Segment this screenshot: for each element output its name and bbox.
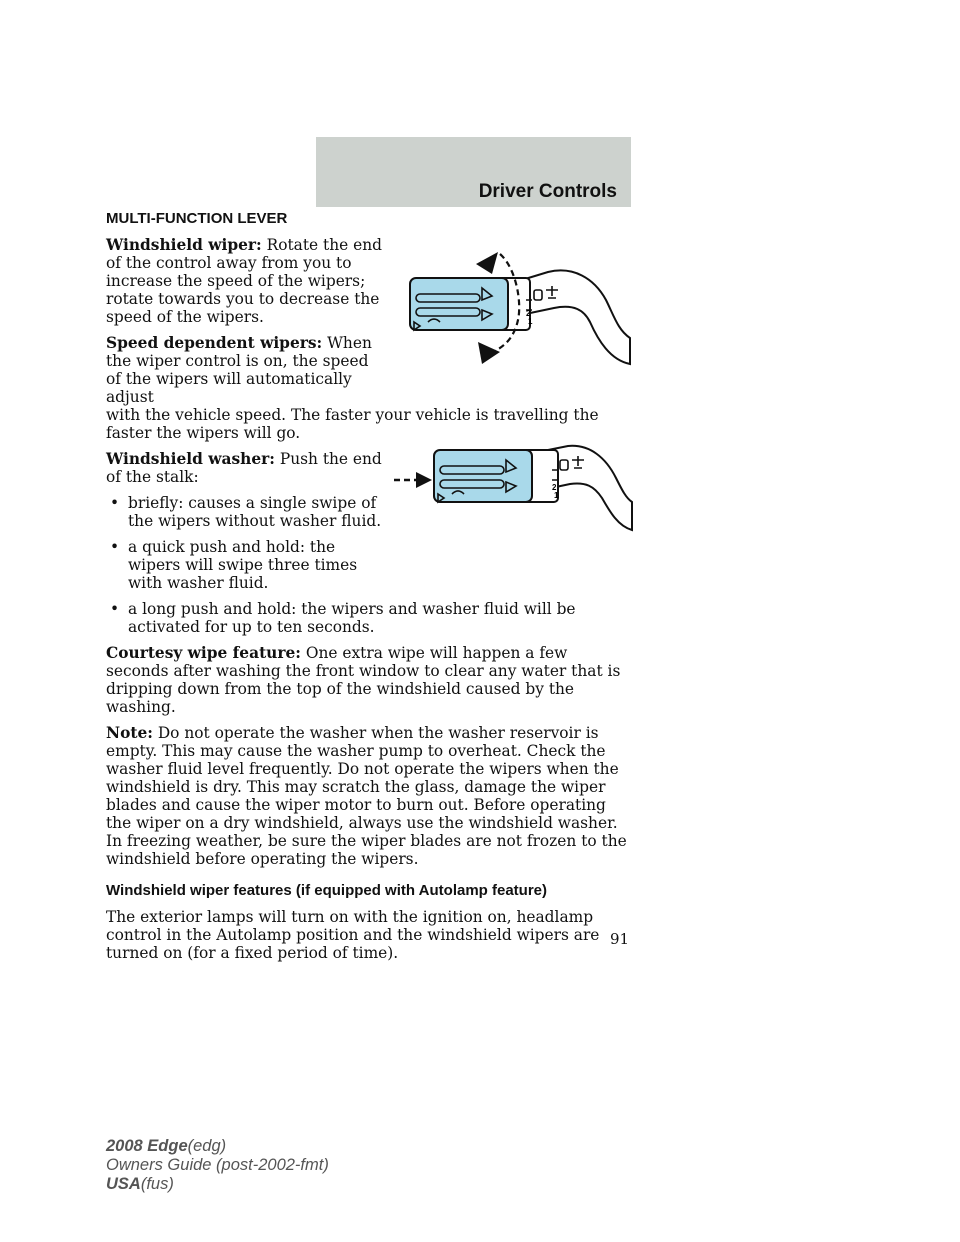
main-content [106,210,634,970]
speed-label: Speed dependent wipers: [106,334,323,352]
page-title: Driver Controls [478,181,617,202]
bullet-text: a long push and hold: the wipers and washer fluid will be activated for up to ten seconds. [128,600,576,636]
footer-line-2: Owners Guide (post-2002-fmt) [106,1156,329,1174]
bullet-dot: • [110,600,120,618]
wiper-text: Rotate the end of the control away from you to increase the speed of the wipers; rotate towards you to decrease the speed of the wipers. [106,236,382,326]
header-band [316,137,631,207]
autolamp-title: Windshield wiper features (if equipped with Autolamp feature) [106,882,548,899]
speed-text-continued: with the vehicle speed. The faster your vehicle is travelling the faster the wipers will go. [106,406,599,442]
list-item [106,494,382,530]
washer-paragraph [106,450,382,486]
courtesy-label: Courtesy wipe feature: [106,644,301,662]
wiper-label: Windshield wiper: [106,236,262,254]
washer-text: Push the end of the stalk: [106,450,382,486]
svg-text:2: 2 [526,309,531,318]
svg-text:1: 1 [528,317,533,326]
washer-label: Windshield washer: [106,450,275,468]
list-item [106,538,382,592]
courtesy-text: One extra wipe will happen a few seconds after washing the front window to clear any water that is dripping down from the top of the windshield caused by the washing. [106,644,621,716]
courtesy-paragraph [106,644,634,716]
bullet-dot: • [110,494,120,512]
note-paragraph [106,724,634,868]
speed-paragraph [106,334,634,442]
autolamp-paragraph: The exterior lamps will turn on with the ignition on, headlamp control in the Autolamp position and the windshield wipers are turned on (for a fixed period of time). [106,908,600,962]
svg-text:1: 1 [554,491,559,500]
svg-text:2: 2 [552,483,557,492]
page-number: 91 [610,930,630,948]
footer-line-1: 2008 Edge(edg) [106,1137,227,1155]
footer [106,1137,329,1194]
note-text: Do not operate the washer when the washer reservoir is empty. This may cause the washer pump to overheat. Check the washer fluid level frequently. Do not operate the wipers when the windshield is dry. This may scratch the glass, damage the wiper blades and cause the wiper motor to burn out. Before operating the wiper on a dry windshield, always use the windshield washer. In freezing weather, be sure the wiper blades are not frozen to the windshield before operating the wipers. [106,724,627,868]
list-item [106,600,634,636]
footer-line-3: USA(fus) [106,1175,174,1193]
note-label: Note: [106,724,153,742]
bullet-text: briefly: causes a single swipe of the wipers without washer fluid. [128,494,382,530]
bullet-text: a quick push and hold: the wipers will swipe three times with washer fluid. [128,538,358,592]
wiper-paragraph [106,236,382,326]
section-title: MULTI-FUNCTION LEVER [106,210,288,227]
bullet-dot: • [110,538,120,556]
speed-text: When the wiper control is on, the speed of the wipers will automatically adjust [106,334,372,406]
